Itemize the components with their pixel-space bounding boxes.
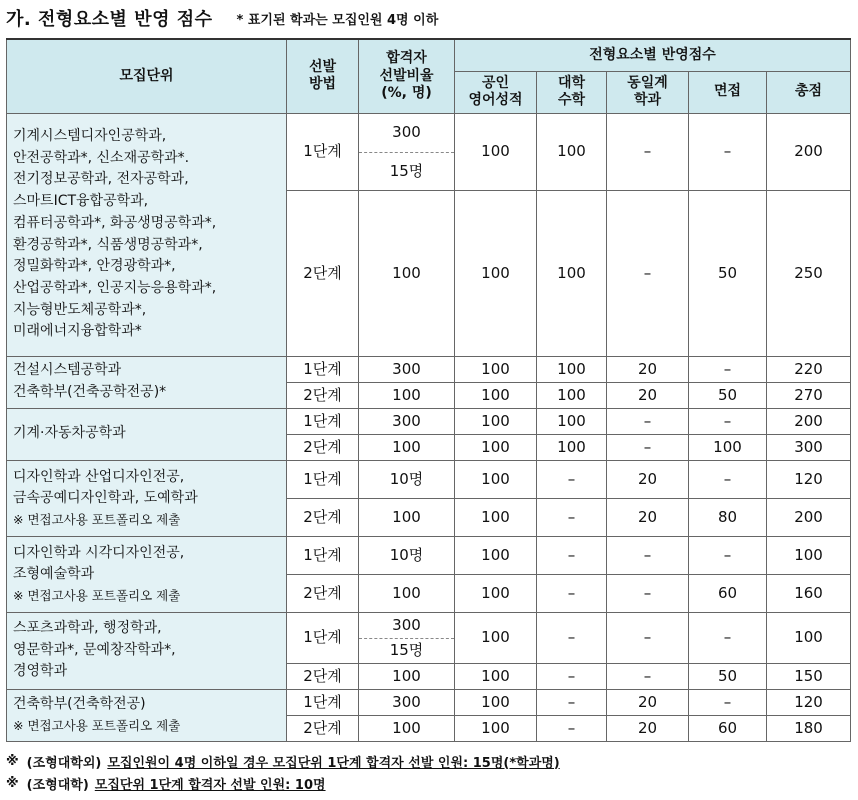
english-score-cell: 100	[455, 382, 537, 408]
total-score-cell: 180	[767, 715, 851, 741]
section-title: 가. 전형요소별 반영 점수	[6, 9, 213, 30]
unit-line: 조형예술학과	[13, 566, 95, 583]
unit-cell	[7, 612, 287, 689]
english-score-cell: 100	[455, 356, 537, 382]
interview-score-cell: –	[689, 356, 767, 382]
ratio-cell	[359, 113, 455, 190]
method-cell: 1단계	[287, 689, 359, 715]
total-score-cell: 200	[767, 113, 851, 190]
math-score-cell: –	[537, 498, 607, 536]
table-row	[7, 408, 851, 434]
table-row	[7, 536, 851, 574]
table-row	[7, 612, 851, 663]
header-ratio: 합격자 선발비율 (%, 명)	[359, 39, 455, 113]
ratio-cell: 100	[359, 190, 455, 356]
unit-line: 안전공학과*, 신소재공학과*.	[13, 149, 190, 166]
ratio-cell	[359, 612, 455, 663]
math-score-cell: –	[537, 574, 607, 612]
unit-line: 기계시스템디자인공학과,	[13, 128, 167, 145]
table-body	[7, 113, 851, 741]
total-score-cell: 150	[767, 663, 851, 689]
unit-line: 컴퓨터공학과*, 화공생명공학과*,	[13, 214, 217, 231]
unit-line: 경영학과	[13, 663, 68, 680]
unit-line: 기계·자동차공학과	[13, 425, 126, 442]
interview-score-cell: 50	[689, 382, 767, 408]
portfolio-note: ※ 면접고사용 포트폴리오 제출	[13, 718, 181, 734]
ratio-count: 15명	[389, 641, 424, 660]
footnote-1	[6, 750, 852, 772]
same-dept-score-cell: 20	[607, 498, 689, 536]
footnote-2	[6, 772, 852, 794]
same-dept-score-cell: –	[607, 434, 689, 460]
method-cell: 2단계	[287, 382, 359, 408]
interview-score-cell: –	[689, 113, 767, 190]
footnote-text: 모집인원이 4명 이하일 경우 모집단위 1단계 합격자 선발 인원: 15명(*학과명)	[107, 755, 560, 771]
english-score-cell: 100	[455, 498, 537, 536]
method-cell: 2단계	[287, 190, 359, 356]
unit-line: 금속공예디자인학과, 도예학과	[13, 490, 198, 507]
header-total: 총점	[767, 71, 851, 113]
title-note: * 표기된 학과는 모집인원 4명 이하	[236, 12, 439, 28]
ratio-cell: 300	[359, 408, 455, 434]
table-row	[7, 356, 851, 382]
unit-line: 영문학과*, 문예창작학과*,	[13, 641, 176, 658]
interview-score-cell: –	[689, 689, 767, 715]
same-dept-score-cell: –	[607, 113, 689, 190]
total-score-cell: 120	[767, 689, 851, 715]
interview-score-cell: –	[689, 408, 767, 434]
ratio-percent: 300	[359, 114, 454, 153]
unit-line: 스마트ICT융합공학과,	[13, 193, 149, 210]
unit-line: 디자인학과 산업디자인전공,	[13, 468, 185, 485]
unit-cell	[7, 536, 287, 612]
footnote-text: 모집단위 1단계 합격자 선발 인원: 10명	[94, 777, 326, 793]
header-score-group: 전형요소별 반영점수	[455, 39, 851, 71]
math-score-cell: –	[537, 460, 607, 498]
math-score-cell: 100	[537, 382, 607, 408]
footnote-prefix: (조형대학)	[26, 777, 89, 793]
footnote-prefix: (조형대학외)	[26, 755, 102, 771]
method-cell: 2단계	[287, 434, 359, 460]
unit-line: 스포츠과학과, 행정학과,	[13, 619, 162, 636]
unit-line: 미래에너지융합학과*	[13, 323, 142, 340]
header-interview: 면접	[689, 71, 767, 113]
total-score-cell: 200	[767, 408, 851, 434]
math-score-cell: –	[537, 536, 607, 574]
total-score-cell: 100	[767, 536, 851, 574]
same-dept-score-cell: 20	[607, 689, 689, 715]
header-same-dept: 동일계 학과	[607, 71, 689, 113]
method-cell: 1단계	[287, 356, 359, 382]
same-dept-score-cell: 20	[607, 382, 689, 408]
english-score-cell: 100	[455, 434, 537, 460]
unit-line: 디자인학과 시각디자인전공,	[13, 544, 185, 561]
ratio-cell: 100	[359, 663, 455, 689]
english-score-cell: 100	[455, 574, 537, 612]
same-dept-score-cell: –	[607, 612, 689, 663]
portfolio-note: ※ 면접고사용 포트폴리오 제출	[13, 512, 181, 527]
english-score-cell: 100	[455, 689, 537, 715]
math-score-cell: –	[537, 612, 607, 663]
method-cell: 2단계	[287, 574, 359, 612]
english-score-cell: 100	[455, 113, 537, 190]
unit-line: 건축학부(건축학전공)	[13, 696, 146, 713]
same-dept-score-cell: 20	[607, 356, 689, 382]
math-score-cell: 100	[537, 190, 607, 356]
math-score-cell: 100	[537, 113, 607, 190]
total-score-cell: 300	[767, 434, 851, 460]
ratio-cell: 300	[359, 689, 455, 715]
same-dept-score-cell: 20	[607, 460, 689, 498]
interview-score-cell: –	[689, 460, 767, 498]
unit-cell	[7, 408, 287, 460]
total-score-cell: 220	[767, 356, 851, 382]
interview-score-cell: 50	[689, 663, 767, 689]
table-row	[7, 113, 851, 190]
ratio-cell: 100	[359, 574, 455, 612]
english-score-cell: 100	[455, 190, 537, 356]
header-unit: 모집단위	[7, 39, 287, 113]
total-score-cell: 160	[767, 574, 851, 612]
unit-line: 전기정보공학과, 전자공학과,	[13, 171, 189, 188]
interview-score-cell: 50	[689, 190, 767, 356]
method-cell: 2단계	[287, 715, 359, 741]
method-cell: 1단계	[287, 113, 359, 190]
ratio-count: 15명	[389, 161, 424, 180]
unit-line: 건축학부(건축공학전공)*	[13, 384, 167, 400]
portfolio-note: ※ 면접고사용 포트폴리오 제출	[13, 588, 181, 603]
table-row	[7, 689, 851, 715]
interview-score-cell: 60	[689, 715, 767, 741]
interview-score-cell: 80	[689, 498, 767, 536]
math-score-cell: –	[537, 663, 607, 689]
table-row	[7, 460, 851, 498]
score-table	[6, 38, 851, 742]
english-score-cell: 100	[455, 460, 537, 498]
footnote-mark: ※	[6, 775, 19, 791]
method-cell: 2단계	[287, 663, 359, 689]
interview-score-cell: 100	[689, 434, 767, 460]
header-math: 대학 수학	[537, 71, 607, 113]
method-cell: 1단계	[287, 460, 359, 498]
math-score-cell: 100	[537, 434, 607, 460]
unit-cell	[7, 460, 287, 536]
same-dept-score-cell: –	[607, 190, 689, 356]
english-score-cell: 100	[455, 715, 537, 741]
total-score-cell: 120	[767, 460, 851, 498]
same-dept-score-cell: –	[607, 574, 689, 612]
footnotes	[6, 750, 852, 794]
header-method: 선발 방법	[287, 39, 359, 113]
total-score-cell: 250	[767, 190, 851, 356]
english-score-cell: 100	[455, 408, 537, 434]
method-cell: 1단계	[287, 536, 359, 574]
unit-line: 환경공학과*, 식품생명공학과*,	[13, 236, 203, 253]
total-score-cell: 100	[767, 612, 851, 663]
ratio-cell: 10명	[359, 460, 455, 498]
math-score-cell: 100	[537, 408, 607, 434]
total-score-cell: 200	[767, 498, 851, 536]
unit-cell	[7, 689, 287, 741]
english-score-cell: 100	[455, 612, 537, 663]
ratio-cell: 10명	[359, 536, 455, 574]
interview-score-cell: 60	[689, 574, 767, 612]
ratio-cell: 100	[359, 498, 455, 536]
same-dept-score-cell: –	[607, 663, 689, 689]
ratio-cell: 100	[359, 434, 455, 460]
same-dept-score-cell: –	[607, 536, 689, 574]
interview-score-cell: –	[689, 536, 767, 574]
unit-cell	[7, 356, 287, 408]
math-score-cell: 100	[537, 356, 607, 382]
math-score-cell: –	[537, 689, 607, 715]
header-english: 공인 영어성적	[455, 71, 537, 113]
method-cell: 2단계	[287, 498, 359, 536]
total-score-cell: 270	[767, 382, 851, 408]
interview-score-cell: –	[689, 612, 767, 663]
method-cell: 1단계	[287, 408, 359, 434]
unit-line: 정밀화학과*, 안경광학과*,	[13, 258, 176, 275]
footnote-mark: ※	[6, 753, 19, 769]
ratio-percent: 300	[359, 613, 454, 639]
method-cell: 1단계	[287, 612, 359, 663]
ratio-cell: 100	[359, 715, 455, 741]
ratio-cell: 300	[359, 356, 455, 382]
english-score-cell: 100	[455, 536, 537, 574]
unit-line: 건설시스템공학과	[13, 362, 122, 379]
same-dept-score-cell: –	[607, 408, 689, 434]
english-score-cell: 100	[455, 663, 537, 689]
title-row	[6, 4, 852, 32]
unit-cell	[7, 113, 287, 356]
math-score-cell: –	[537, 715, 607, 741]
ratio-cell: 100	[359, 382, 455, 408]
same-dept-score-cell: 20	[607, 715, 689, 741]
unit-line: 산업공학과*, 인공지능응용학과*,	[13, 279, 217, 296]
unit-line: 지능형반도체공학과*,	[13, 301, 147, 318]
